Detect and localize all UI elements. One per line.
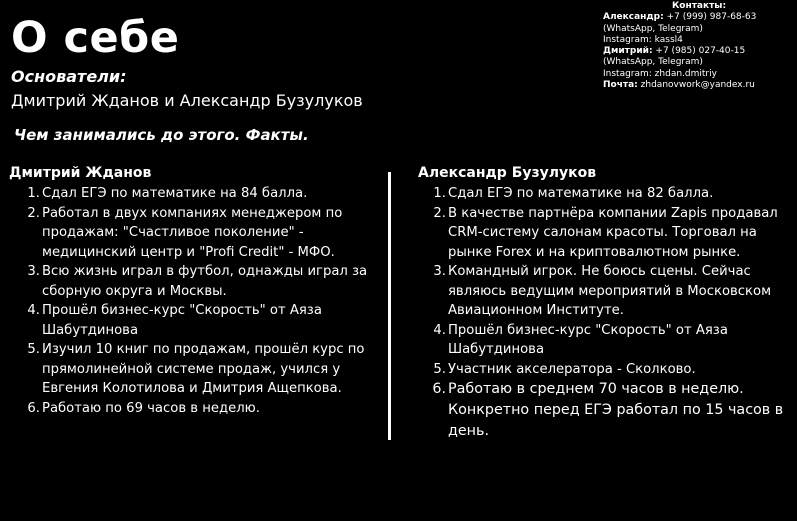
contact-dmitry-instagram: Instagram: zhdan.dmitriy [603,68,717,79]
column-divider [388,172,391,440]
page-title: О себе [11,13,180,63]
item-number: 6. [432,381,446,397]
list-item [9,262,379,301]
item-number: 5. [433,361,446,377]
item-text: Сдал ЕГЭ по математике на 84 балла. [42,186,308,201]
left-person-name: Дмитрий Жданов [9,165,152,181]
right-person-name: Александр Бузулуков [418,165,597,181]
contact-alexander-name: Александр: [603,12,664,23]
item-number: 1. [27,186,40,201]
contact-mail [603,80,795,91]
item-number: 5. [27,342,40,357]
item-number: 6. [27,400,40,416]
item-text: Всю жизнь играл в футбол, однажды играл за сборную округа и Москвы. [42,264,368,299]
item-text: Работаю по 69 часов в неделю. [42,400,260,416]
contact-alexander-phone [603,12,795,35]
item-text: Изучил 10 книг по продажам, прошёл курс по прямолинейной системе продаж, учился у Евгения Колотилова и Дмитрия Ащепкова. [42,342,365,396]
left-facts-list [9,184,379,418]
contact-dmitry-name: Дмитрий: [603,46,653,57]
item-text: Прошёл бизнес-курс "Скорость" от Аяза Шабутдинова [42,303,322,338]
item-number: 4. [433,322,446,338]
item-text: Работал в двух компаниях менеджером по продажам: "Счастливое поколение" - медицинский центр и "Profi Credit" - МФО. [42,205,343,260]
contacts-block [603,1,795,91]
item-number: 1. [433,186,446,201]
contact-alexander-phone-value: +7 (999) 987-68-63 (WhatsApp, Telegram) [603,12,757,34]
list-item [9,184,379,204]
item-number: 3. [433,264,446,279]
item-number: 2. [27,205,40,221]
right-column [418,164,794,442]
contacts-heading: Контакты: [671,1,727,11]
list-item [418,379,794,442]
list-item [418,360,794,380]
contact-mail-label: Почта: [603,80,638,91]
list-item [9,399,379,419]
list-item [418,204,794,263]
item-number: 4. [27,303,40,318]
list-item [9,340,379,399]
item-text: Сдал ЕГЭ по математике на 82 балла. [448,186,714,201]
right-facts-list [418,184,794,442]
item-text: Работаю в среднем 70 часов в неделю. Конкретно перед ЕГЭ работал по 15 часов в день. [448,381,784,439]
list-item [9,204,379,263]
item-text: Прошёл бизнес-курс "Скорость" от Аяза Шабутдинова [448,322,728,357]
list-item [418,262,794,321]
item-text: В качестве партнёра компании Zapis продавал CRM-систему салонам красоты. Торговал на рынке Forex и на криптовалютном рынке. [448,205,778,260]
founders-label: Основатели: [11,67,127,86]
list-item [9,301,379,340]
list-item [418,184,794,204]
item-text: Командный игрок. Не боюсь сцены. Сейчас являюсь ведущим мероприятий в Московском Авиационном Институте. [448,264,772,318]
contact-alexander-instagram: Instagram: kassl4 [603,34,683,45]
item-text: Участник акселератора - Сколково. [448,361,696,377]
item-number: 2. [433,205,446,221]
founders-names: Дмитрий Жданов и Александр Бузулуков [11,91,363,110]
contact-dmitry-phone [603,46,795,69]
list-item [418,321,794,360]
contact-dmitry-phone-value: +7 (985) 027-40-15 (WhatsApp, Telegram) [603,46,746,68]
section-subtitle: Чем занимались до этого. Факты. [14,126,309,144]
contact-mail-value: zhdanovwork@yandex.ru [637,80,755,91]
item-number: 3. [27,264,40,279]
left-column [9,164,379,418]
